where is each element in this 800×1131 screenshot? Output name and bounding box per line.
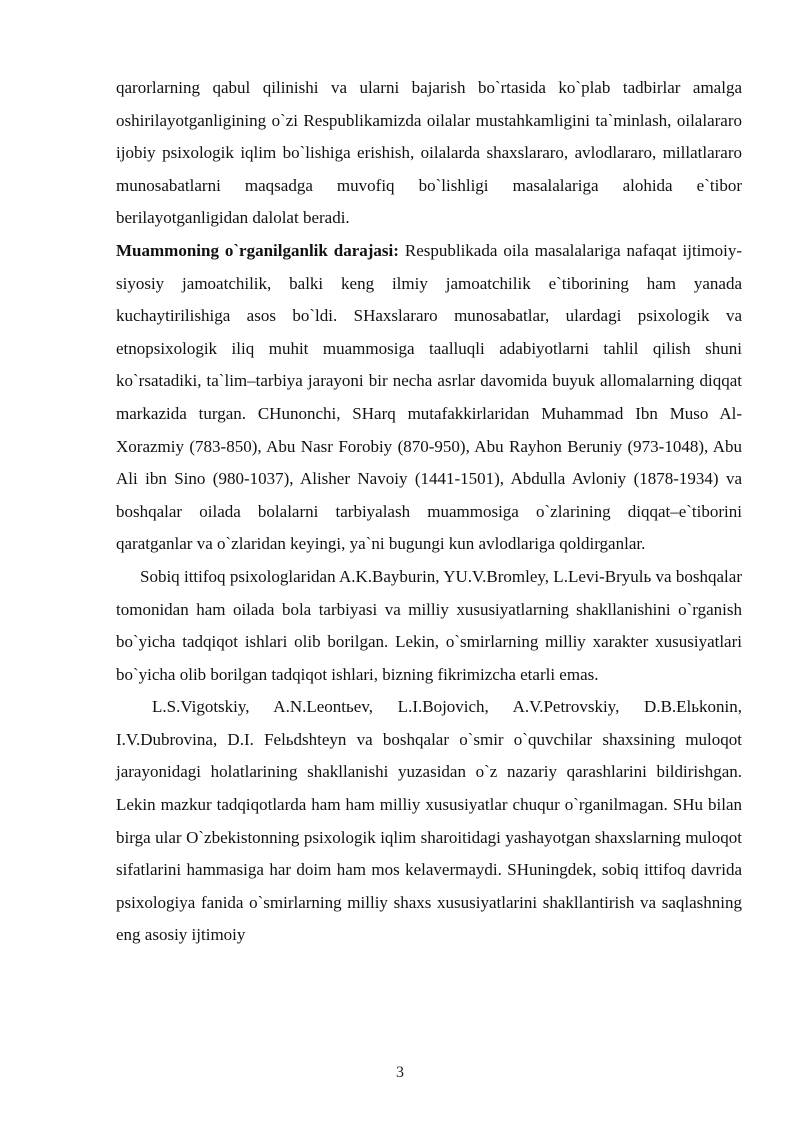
section-heading: Muammoning o`rganilganlik darajasi: [116,240,399,260]
document-body [116,72,742,952]
paragraph-1: qarorlarning qabul qilinishi va ularni bajarish bo`rtasida ko`plab tadbirlar amalga oshirilayotganligining o`zi Respublikamizda oilalar mustahkamligini ta`minlash, oilalararo ijobiy psixologik iqlim bo`lishiga erishish, oilalarda shaxslararo, avlodlararo, millatlararo munosabatlarni maqsadga muvofiq bo`lishligi masalalariga alohida e`tibor berilayotganligidan dalolat beradi. [116,78,742,228]
paragraph-3: Sobiq ittifoq psixologlaridan A.K.Bayburin, YU.V.Bromley, L.Levi-Bryulь va boshqalar tomonidan ham oilada bola tarbiyasi va milliy xususiyatlarning shakllanishini o`rganish bo`yicha tadqiqot ishlari olib borilgan. Lekin, o`smirlarning milliy xarakter xususiyatlari bo`yicha olib borilgan tadqiqot ishlari, bizning fikrimizcha etarli emas. [116,566,742,684]
paragraph-2-text: Respublikada oila masalalariga nafaqat ijtimoiy-siyosiy jamoatchilik, balki keng ilmiy jamoatchilik e`tiborining ham yanada kuchaytirilishiga asos bo`ldi. SHaxslararo munosabatlar, ulardagi psixologik va etnopsixologik iliq muhit muammosiga taalluqli adabiyotlarni tahlil qilish shuni ko`rsatadiki, ta`lim–tarbiya jarayoni bir necha asrlar davomida buyuk allomalarning diqqat markazida turgan. CHunonchi, SHarq mutafakkirlaridan Muhammad Ibn Muso Al-Xorazmiy (783-850), Abu Nasr Forobiy (870-950), Abu Rayhon Beruniy (973-1048), Abu Ali ibn Sino (980-1037), Alisher Navoiy (1441-1501), Abdulla Avloniy (1878-1934) va boshqalar oilada bolalarni tarbiyalash muammosiga o`zlarining diqqat–e`tiborini qaratganlar va o`zlaridan keyingi, ya`ni bugungi kun avlodlariga qoldirganlar. [116,240,742,554]
page-number: 3 [396,1064,404,1081]
paragraph-4: L.S.Vigotskiy, A.N.Leontьev, L.I.Bojovich, A.V.Petrovskiy, D.B.Elьkonin, I.V.Dubrovina, D.I. Felьdshteyn va boshqalar o`smir o`quvchilar shaxsining muloqot jarayonidagi holatlarining shakllanishi yuzasidan o`z nazariy qarashlarini bildirishgan. Lekin mazkur tadqiqotlarda ham ham milliy xususiyatlar chuqur o`rganilmagan. SHu bilan birga ular O`zbekistonning psixologik iqlim sharoitidagi yashayotgan shaxslarning muloqot sifatlarini hammasiga har doim ham mos kelavermaydi. SHuningdek, sobiq ittifoq davrida psixologiya fanida o`smirlarning milliy shaxs xususiyatlarini shakllantirish va saqlashning eng asosiy ijtimoiy [116,697,742,945]
paragraph-2 [116,235,742,561]
